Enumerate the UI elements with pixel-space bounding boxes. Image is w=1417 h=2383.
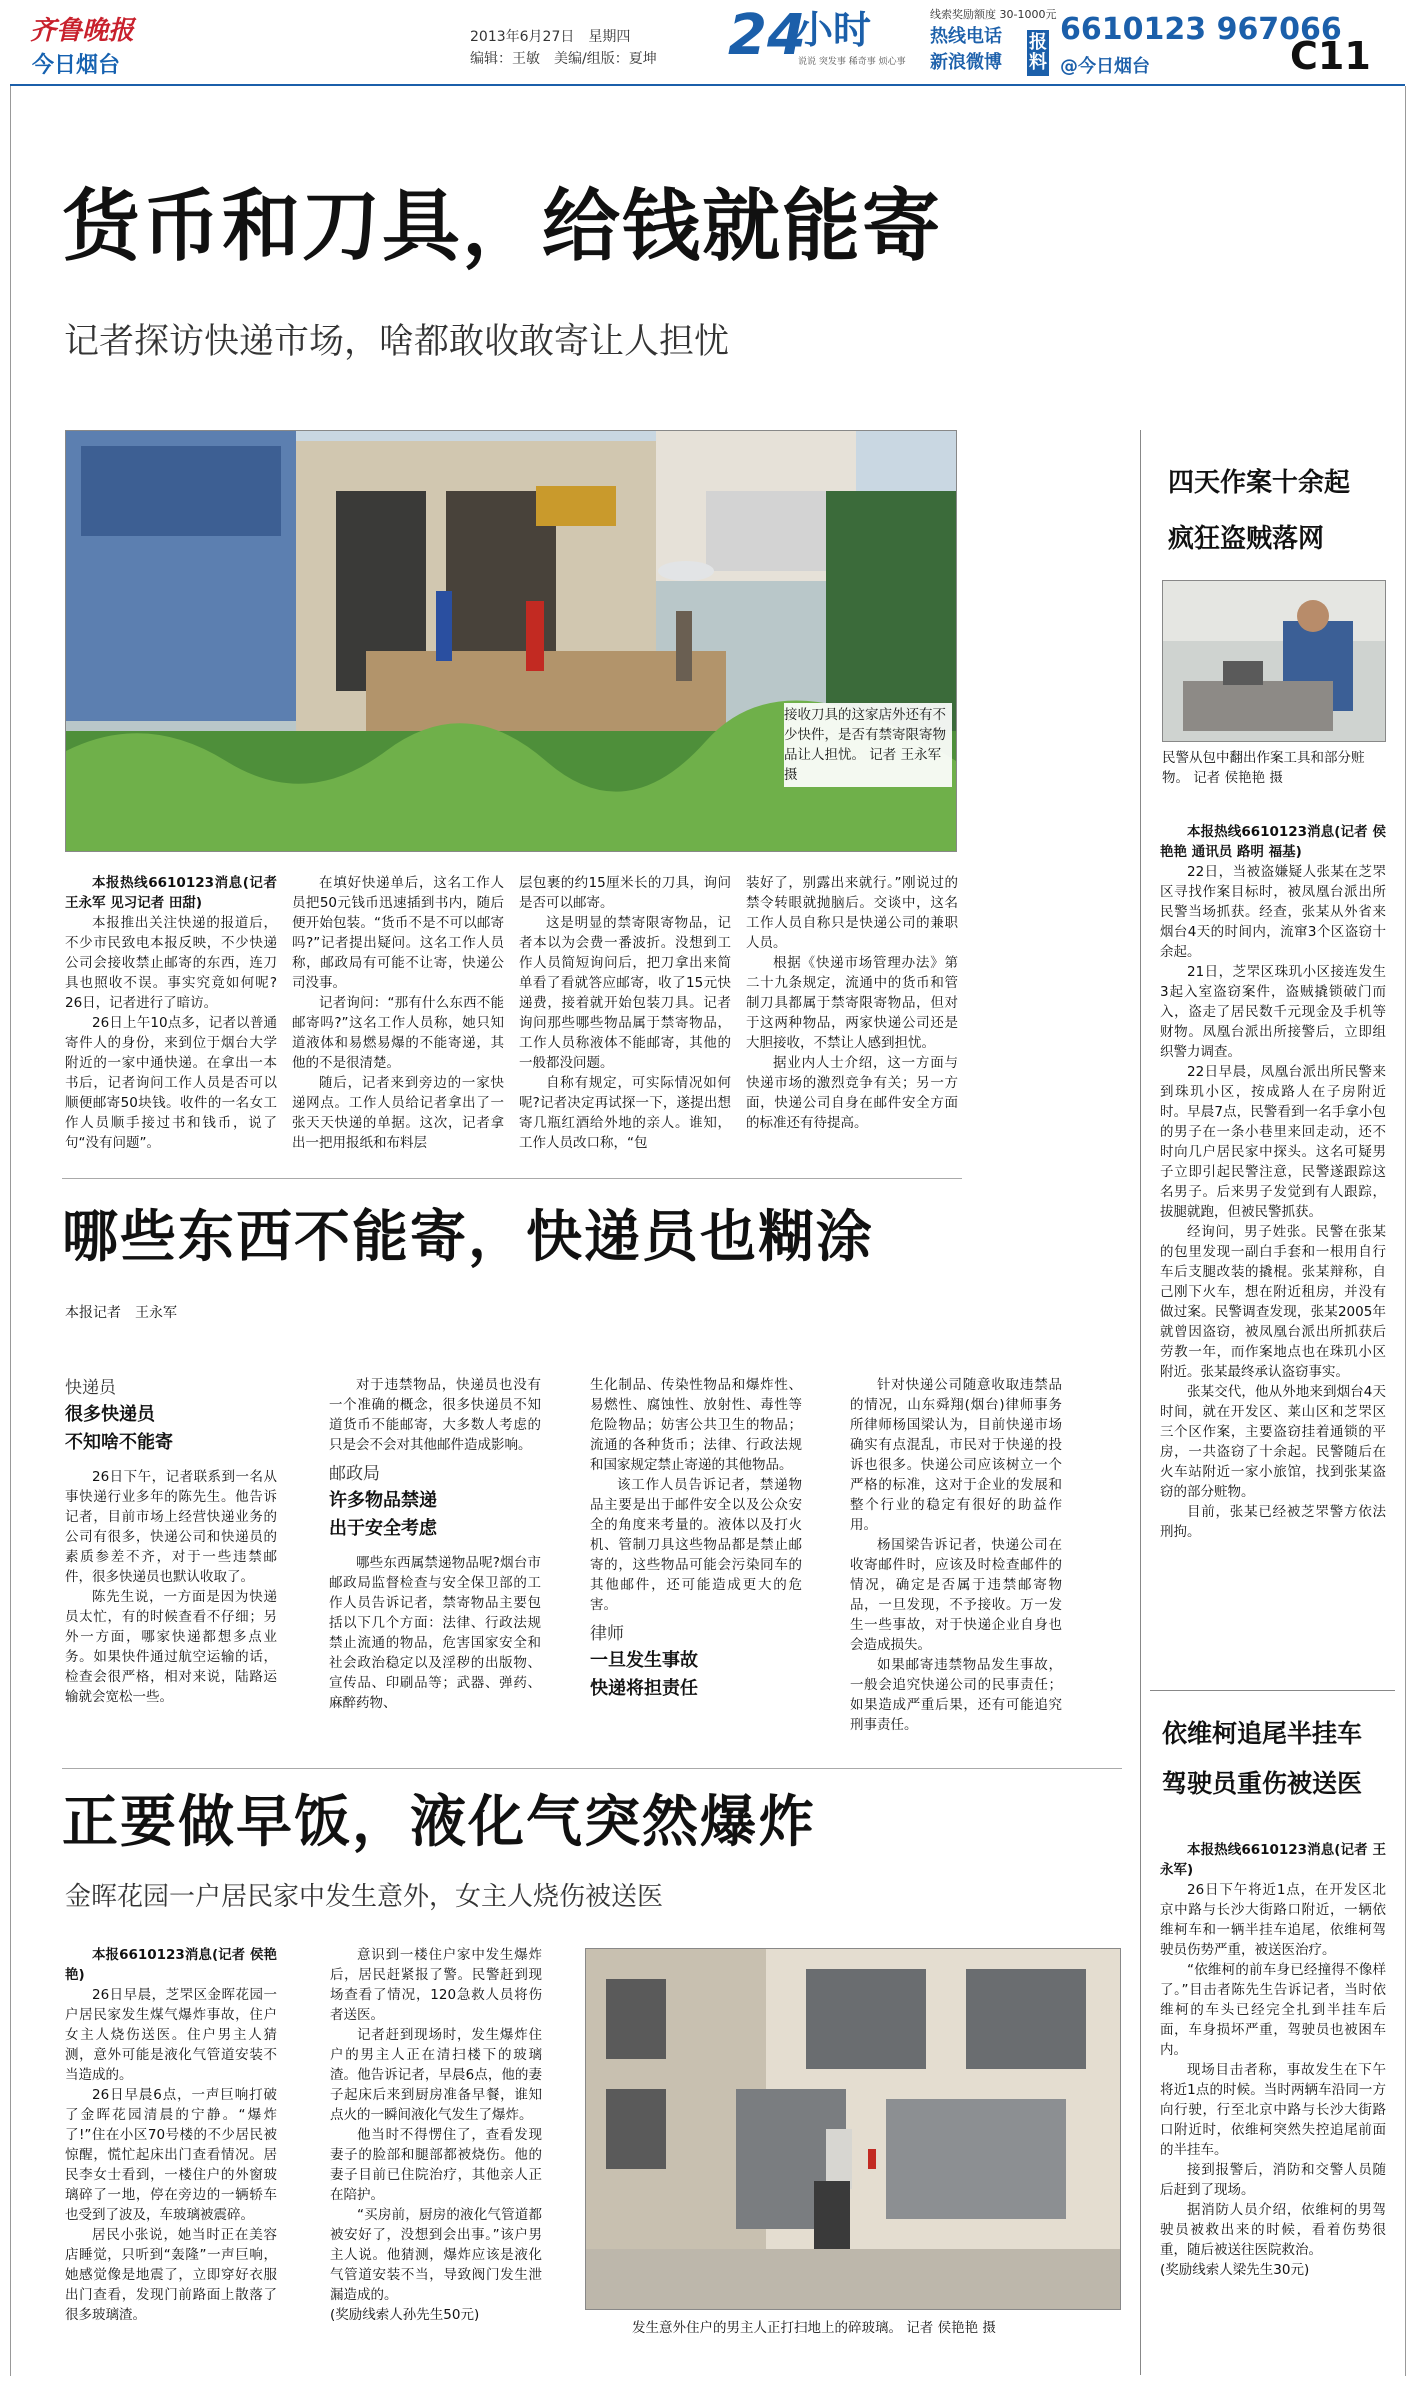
story1-subheadline: 记者探访快递市场，啥都敢收敢寄让人担忧 (64, 322, 730, 362)
logo-24: 24 (728, 3, 806, 68)
weibo-name: @今日烟台 (1060, 56, 1150, 77)
hotline-number-part1: 6610123 9 (1060, 12, 1238, 47)
logo-slogan: 说说 突发事 稀奇事 烦心事 (798, 57, 906, 67)
right-border (1405, 86, 1406, 2376)
story3-c2-p2: 记者赶到现场时，发生爆炸住户的男主人正在清扫楼下的玻璃渣。他告诉记者，早晨6点，他的妻子起床后来到厨房准备早餐，谁知点火的一瞬间液化气发生了爆炸。 (330, 2027, 542, 2123)
story2-a1-p1: 26日下午，记者联系到一名从事快递行业多年的陈先生。他告诉记者，目前市场上经营快递业务的公司有很多，快递公司和快递员的素质参差不齐，对于一些违禁邮件，很多快递员也默认收取了。 (65, 1469, 277, 1585)
side1-p6: 目前，张某已经被芝罘警方依法刑拘。 (1160, 1504, 1386, 1540)
story3-subheadline: 金晖花园一户居民家中发生意外，女主人烧伤被送医 (65, 1882, 664, 1912)
page-number: C11 (1290, 34, 1371, 78)
story2-col3 (590, 1375, 802, 1703)
story2-byline: 本报记者 王永军 (65, 1305, 177, 1321)
masthead-rule (10, 84, 1405, 86)
story1-headline: 货币和刀具，给钱就能寄 (62, 182, 943, 272)
side1-p5: 张某交代，他从外地来到烟台4天时间，就在开发区、莱山区和芝罘区三个区作案，主要盗窃挂着通锁的平房，一共盗窃了十余起。民警随后在火车站附近一家小旅馆，找到张某盗窃的部分赃物。 (1160, 1384, 1386, 1500)
story3-c1-p1: 26日早晨，芝罘区金晖花园一户居民家发生煤气爆炸事故，住户女主人烧伤送医。住户男主人猜测，意外可能是液化气管道安装不当造成的。 (65, 1987, 277, 2083)
story2-b1-p1: 哪些东西属禁递物品呢?烟台市邮政局监督检查与安全保卫部的工作人员告诉记者，禁寄物品主要包括以下几个方面：法律、行政法规禁止流通的物品，危害国家安全和社会政治稳定以及淫秽的出版物、宣传品、印刷品等；武器、弹药、麻醉药物、 (329, 1555, 541, 1711)
side1-byline: 本报热线6610123消息(记者 侯艳艳 通讯员 路明 福基) (1160, 824, 1386, 860)
left-border (10, 86, 11, 2376)
side1-photo-caption: 民警从包中翻出作案工具和部分赃物。 记者 侯艳艳 摄 (1162, 750, 1365, 786)
story2-headline: 哪些东西不能寄，快递员也糊涂 (62, 1205, 874, 1270)
side1-body (1160, 822, 1386, 1542)
story2-heading-b-line2: 出于安全考虑 (329, 1518, 437, 1539)
story1-c3-p2: 这是明显的禁寄限寄物品，记者本以为会费一番波折。没想到工作人员简短询问后，把刀拿出来简单看了看就答应邮寄，收了15元快递费，接着就开始包装刀具。记者询问那些哪些物品属于禁寄物品，工作人员称液体不能邮寄，其他的一般都没问题。 (519, 915, 731, 1071)
story1-c1-p2: 26日上午10点多，记者以普通寄件人的身份，来到位于烟台大学附近的一家中通快递。在拿出一本书后，记者询问工作人员是否可以顺便邮寄50块钱。收件的一名女工作人员顺手接过书和钱币，说了句“没有问题”。 (65, 1015, 277, 1151)
story1-c3-p3: 自称有规定，可实际情况如何呢?记者决定再试探一下，遂提出想寄几瓶红酒给外地的亲人。谁知，工作人员改口称，“包 (519, 1075, 731, 1151)
story3-c2-p4: “买房前，厨房的液化气管道都被安好了，没想到会出事。”该户男主人说。他猜测，爆炸应该是液化气管道安装不当，导致阀门发生泄漏造成的。 (330, 2207, 542, 2303)
story1-col4 (746, 873, 958, 1133)
story2-a1-p2: 陈先生说，一方面是因为快递员太忙，有的时候查看不仔细；另外一方面，哪家快递都想多点业务。如果快件通过航空运输的话，检查会很严格，相对来说，陆路运输就会宽松一些。 (65, 1589, 277, 1705)
hotline-number-part2: 67066 (1237, 12, 1342, 47)
masthead (0, 0, 1417, 80)
story1-col2 (292, 873, 504, 1153)
story3-c1-p3: 居民小张说，她当时正在美容店睡觉，只听到“轰隆”一声巨响，她感觉像是地震了，立即穿好衣服出门查看，发现门前路面上散落了很多玻璃渣。 (65, 2227, 277, 2323)
story1-byline: 本报热线6610123消息(记者 王永军 见习记者 田甜) (65, 875, 277, 911)
story2-col2 (329, 1375, 541, 1713)
side2-title-line2: 驾驶员重伤被送医 (1162, 1769, 1363, 1798)
story1-c4-p1: 装好了，别露出来就行。”刚说过的禁令转眼就抛脑后。交谈中，这名工作人员自称只是快递公司的兼职人员。 (746, 875, 958, 951)
story3-col1 (65, 1945, 277, 2325)
story2-heading-c-line2: 快递将担责任 (590, 1678, 698, 1699)
story3-c2-p3: 他当时不得愣住了，查看发现妻子的脸部和腿部都被烧伤。他的妻子目前已住院治疗，其他亲人正在陪护。 (330, 2127, 542, 2203)
story1-c2-p2: 记者询问：“那有什么东西不能邮寄吗?”这名工作人员称，她只知道液体和易燃易爆的不能寄递，其他的不是很清楚。 (292, 995, 504, 1071)
side1-p1: 22日，当被盗嫌疑人张某在芝罘区寻找作案目标时，被凤凰台派出所民警当场抓获。经查，张某从外省来烟台4天的时间内，流窜3个区盗窃十余起。 (1160, 864, 1386, 960)
street-scene-photo (66, 431, 956, 851)
story2-c1-p3: 如果邮寄违禁物品发生事故，一般会追究快递公司的民事责任；如果造成严重后果，还有可能追究刑事责任。 (850, 1657, 1062, 1733)
story1-col3 (519, 873, 731, 1153)
story2-heading-c-line1: 一旦发生事故 (590, 1650, 698, 1671)
story1-c3-p1: 层包裹的约15厘米长的刀具，询问是否可以邮寄。 (519, 875, 731, 911)
story2-col1 (65, 1375, 277, 1707)
story1-c1-p1: 本报推出关注快递的报道后，不少市民致电本报反映，不少快递公司会接收禁止邮寄的东西，连刀具也照收不误。事实究竟如何呢?26日，记者进行了暗访。 (65, 915, 277, 1011)
baoliao-badge: 报料 (1027, 30, 1049, 76)
story1-c2-p1: 在填好快递单后，这名工作人员把50元钱币迅速插到书内，随后便开始包装。“货币不是不可以邮寄吗?”记者提出疑问。这名工作人员称，邮政局有可能不让寄，快递公司没事。 (292, 875, 504, 991)
story2-a2-p1: 对于违禁物品，快递员也没有一个准确的概念，很多快递员不知道货币不能邮寄，大多数人考虑的只是会不会对其他邮件造成影响。 (329, 1377, 541, 1453)
side2-p1: 26日下午将近1点，在开发区北京中路与长沙大街路口附近，一辆依维柯车和一辆半挂车追尾，依维柯驾驶员伤势严重，被送医治疗。 (1160, 1882, 1386, 1958)
story2-c1-p1: 针对快递公司随意收取违禁品的情况，山东舜翔(烟台)律师事务所律师杨国梁认为，目前快递市场确实有点混乱，市民对于快递的投诉也很多。快递公司应该树立一个严格的标准，这对于企业的发展和整个行业的稳定有很好的助益作用。 (850, 1377, 1062, 1533)
side1-p4: 经询问，男子姓张。民警在张某的包里发现一副白手套和一根用自行车后支腿改装的撬棍。张某辩称，自己刚下火车，想在附近租房，并没有做过案。民警调查发现，张某2005年就曾因盗窃，被凤凰台派出所抓获后劳教一年，而作案地点也在珠玑小区附近。张某最终承认盗窃事实。 (1160, 1224, 1386, 1380)
reward-note: 线索奖励额度 30-1000元 (930, 8, 1057, 21)
side1-photo (1162, 580, 1386, 742)
story2-b2-p1: 生化制品、传染性物品和爆炸性、易燃性、腐蚀性、放射性、毒性等危险物品；妨害公共卫生的物品；流通的各种货币；法律、行政法规和国家规定禁止寄递的其他物品。 (590, 1377, 802, 1473)
story3-byline: 本报6610123消息(记者 侯艳艳) (65, 1947, 277, 1983)
story1-col1 (65, 873, 277, 1153)
story2-col4 (850, 1375, 1062, 1735)
story1-photo (65, 430, 957, 852)
story3-c1-p2: 26日早晨6点，一声巨响打破了金晖花园清晨的宁静。“爆炸了!”住在小区70号楼的不少居民被惊醒，慌忙起床出门查看情况。居民李女士看到，一楼住户的外窗玻璃碎了一地，停在旁边的一辆轿车也受到了波及，车玻璃被震碎。 (65, 2087, 277, 2223)
story3-col2 (330, 1945, 542, 2325)
side2-p4: 接到报警后，消防和交警人员随后赶到了现场。 (1160, 2162, 1386, 2198)
divider-2 (62, 1768, 1122, 1769)
side2-p3: 现场目击者称，事故发生在下午将近1点的时候。当时两辆车沿同一方向行驶，行至北京中路与长沙大街路口附近时，依维柯突然失控追尾前面的半挂车。 (1160, 2062, 1386, 2158)
story3-photo (585, 1948, 1121, 2310)
side1-title-line1: 四天作案十余起 (1168, 468, 1351, 498)
story3-headline: 正要做早饭，液化气突然爆炸 (62, 1790, 816, 1855)
side2-body (1160, 1840, 1386, 2280)
hotline-label: 热线电话 (930, 26, 1002, 47)
story3-photo-caption: 发生意外住户的男主人正打扫地上的碎玻璃。 记者 侯艳艳 摄 (632, 2320, 996, 2336)
story1-photo-caption: 接收刀具的这家店外还有不少快件，是否有禁寄限寄物品让人担忧。 记者 王永军 摄 (784, 703, 952, 787)
police-desk-photo (1163, 581, 1385, 741)
side1-p2: 21日，芝罘区珠玑小区接连发生3起入室盗窃案件，盗贼撬锁破门而入，盗走了居民数千元现金及手机等财物。凤凰台派出所接警后，立即组织警力调查。 (1160, 964, 1386, 1060)
story2-c1-p2: 杨国梁告诉记者，快递公司在收寄邮件时，应该及时检查邮件的情况，确定是否属于违禁邮寄物品，一旦发现，不予接收。万一发生一些事故，对于快递企业自身也会造成损失。 (850, 1537, 1062, 1653)
weibo-label: 新浪微博 (930, 52, 1002, 73)
story3-c2-p1: 意识到一楼住户家中发生爆炸后，居民赶紧报了警。民警赶到现场查看了情况，120急救人员将伤者送医。 (330, 1947, 542, 2023)
side2-p5: 据消防人员介绍，依维柯的男驾驶员被救出来的时候，看着伤势很重，随后被送往医院救治。 (1160, 2202, 1386, 2258)
side1-p3: 22日早晨，凤凰台派出所民警来到珠玑小区，按成路人在子房附近时。早晨7点，民警看到一名手拿小包的男子在一条小巷里来回走动，还不时向几户居民家中探头。这名可疑男子立即引起民警注意，民警遂跟踪这名男子。后来男子发觉到有人跟踪，拔腿就跑，但被民警抓获。 (1160, 1064, 1386, 1220)
story2-b2-p2: 该工作人员告诉记者，禁递物品主要是出于邮件安全以及公众安全的角度来考量的。液体以及打火机、管制刀具这些物品都是禁止邮寄的，这些物品可能会污染同车的其他邮件，还可能造成更大的危害。 (590, 1477, 802, 1613)
building-scene-photo (586, 1949, 1120, 2309)
story2-heading-c-label: 律师 (590, 1624, 624, 1644)
sidebar-rule (1140, 430, 1141, 2375)
side1-title-line2: 疯狂盗贼落网 (1168, 524, 1325, 554)
story2-heading-a-line1: 很多快递员 (65, 1404, 155, 1425)
logo-hours: 小时 (795, 8, 872, 52)
story1-c4-p2: 根据《快递市场管理办法》第二十九条规定，流通中的货币和管制刀具都属于禁寄限寄物品，但对于这两种物品，两家快递公司还是大胆接收，不禁让人感到担忧。 (746, 955, 958, 1051)
story2-heading-b-label: 邮政局 (329, 1464, 380, 1484)
side2-p2: “依维柯的前车身已经撞得不像样了。”目击者陈先生告诉记者，当时依维柯的车头已经完全扎到半挂车后面，车身损坏严重，驾驶员也被困车内。 (1160, 1962, 1386, 2058)
paper-logo: 齐鲁晚报 (30, 16, 135, 46)
side2-reward: (奖励线索人梁先生30元) (1160, 2262, 1310, 2278)
issue-date: 2013年6月27日 星期四 (470, 29, 631, 45)
story3-reward: (奖励线索人孙先生50元) (330, 2307, 480, 2323)
story2-heading-b-line1: 许多物品禁递 (329, 1490, 437, 1511)
divider-1 (62, 1178, 962, 1179)
side2-byline: 本报热线6610123消息(记者 王永军) (1160, 1842, 1386, 1878)
story1-c4-p3: 据业内人士介绍，这一方面与快递市场的激烈竞争有关；另一方面，快递公司自身在邮件安全方面的标准还有待提高。 (746, 1055, 958, 1131)
editors: 编辑：王敏 美编/组版：夏坤 (470, 51, 657, 67)
side2-title-line1: 依维柯追尾半挂车 (1162, 1719, 1363, 1748)
story1-c2-p3: 随后，记者来到旁边的一家快递网点。工作人员给记者拿出了一张天天快递的单据。这次，记者拿出一把用报纸和布料层 (292, 1075, 504, 1151)
story2-heading-a-label: 快递员 (65, 1378, 116, 1398)
side-divider (1150, 1690, 1395, 1691)
story2-heading-a-line2: 不知啥不能寄 (65, 1432, 173, 1453)
section-name: 今日烟台 (32, 53, 121, 78)
